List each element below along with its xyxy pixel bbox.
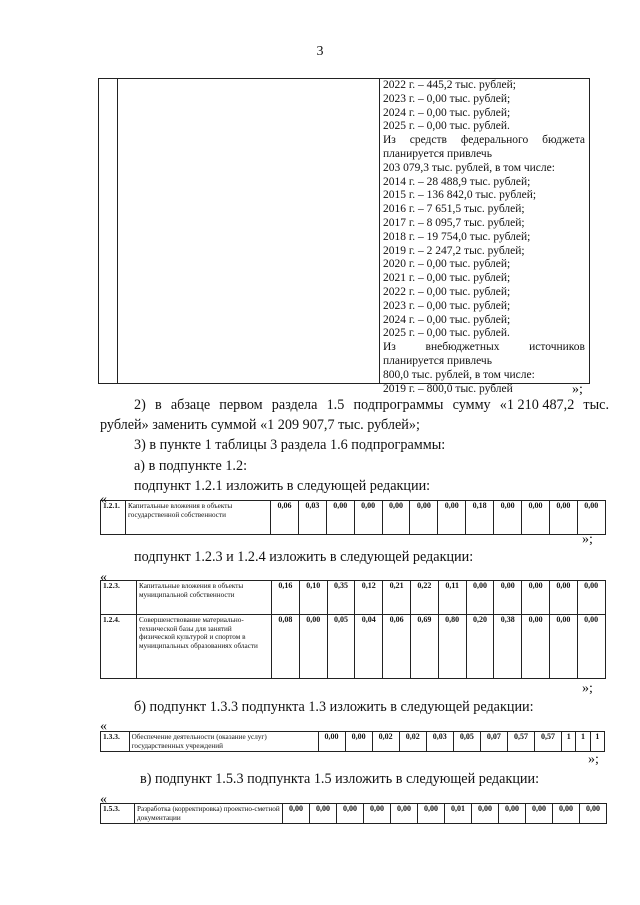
paragraph-a: а) в подпункте 1.2: — [134, 458, 248, 474]
table-row — [101, 804, 607, 824]
value-cell: 0,00 — [522, 501, 550, 535]
value-cell: 0,20 — [466, 615, 494, 679]
word: 2) — [134, 397, 146, 413]
value-cell: 0,06 — [383, 615, 411, 679]
funding-line: 2025 г. – 0,00 тыс. рублей. — [383, 327, 510, 340]
value-cell: 0,03 — [426, 732, 453, 752]
funding-line: 2017 г. – 8 095,7 тыс. рублей; — [383, 216, 525, 229]
value-cell: 0,00 — [522, 581, 550, 615]
close-quote: »; — [588, 752, 599, 767]
value-cell: 0,07 — [480, 732, 507, 752]
row-code: 1.2.1. — [101, 501, 126, 535]
open-quote: « — [100, 719, 107, 734]
value-cell: 0,04 — [355, 615, 383, 679]
funding-table-col-text — [380, 79, 589, 395]
value-cell: 0,00 — [526, 804, 553, 824]
funding-line: 2014 г. – 28 488,9 тыс. рублей; — [383, 175, 531, 188]
value-cell: 0,00 — [549, 615, 577, 679]
value-cell: 0,00 — [577, 581, 605, 615]
value-cell: 1 — [590, 732, 604, 752]
value-cell: 0,35 — [327, 581, 355, 615]
row-code: 1.3.3. — [101, 732, 130, 752]
value-cell: 0,00 — [577, 615, 605, 679]
row-name: Разработка (корректировка) проектно-сметной документации — [135, 804, 283, 824]
funding-line: 2016 г. – 7 651,5 тыс. рублей; — [383, 203, 525, 216]
value-cell: 0,05 — [327, 615, 355, 679]
word: сумму — [452, 397, 491, 413]
value-cell: 0,05 — [453, 732, 480, 752]
table-133 — [100, 731, 605, 752]
value-cell: 0,00 — [522, 615, 550, 679]
word: подпрограммы — [353, 397, 444, 413]
funding-line: 800,0 тыс. рублей, в том числе: — [383, 368, 535, 381]
funding-line: 2023 г. – 0,00 тыс. рублей; — [383, 92, 511, 105]
value-cell: 0,01 — [445, 804, 472, 824]
funding-line: 2020 г. – 0,00 тыс. рублей; — [383, 258, 511, 271]
value-cell: 0,18 — [466, 501, 494, 535]
value-cell: 0,00 — [499, 804, 526, 824]
funding-line: 2015 г. – 136 842,0 тыс. рублей; — [383, 189, 537, 202]
funding-line: 2019 г. – 2 247,2 тыс. рублей; — [383, 244, 525, 257]
value-cell: 1 — [576, 732, 590, 752]
value-cell: 0,16 — [272, 581, 300, 615]
funding-line: 2018 г. – 19 754,0 тыс. рублей; — [383, 230, 531, 243]
paragraph-123: подпункт 1.2.3 и 1.2.4 изложить в следующей редакции: — [134, 549, 474, 565]
value-cell: 0,00 — [299, 615, 327, 679]
value-cell: 0,00 — [549, 501, 577, 535]
funding-line: 2023 г. – 0,00 тыс. рублей; — [383, 299, 511, 312]
open-quote: « — [100, 570, 107, 585]
paragraph-b: б) подпункт 1.3.3 подпункта 1.3 изложить в следующей редакции: — [134, 699, 534, 715]
value-cell: 0,00 — [283, 804, 310, 824]
funding-line: 2022 г. – 445,2 тыс. рублей; — [383, 79, 516, 91]
value-cell: 0,12 — [355, 581, 383, 615]
open-quote: « — [100, 792, 107, 807]
paragraph-2-line-2: рублей» заменить суммой «1 209 907,7 тыс. рублей»; — [100, 417, 420, 433]
table-row — [101, 501, 606, 535]
table-row — [101, 581, 606, 615]
word: первом — [219, 397, 263, 413]
close-quote: »; — [572, 382, 583, 397]
word: тыс. — [583, 397, 609, 413]
value-cell: 0,00 — [326, 501, 354, 535]
value-cell: 0,02 — [372, 732, 399, 752]
open-quote: « — [100, 492, 107, 507]
value-cell: 0,03 — [298, 501, 326, 535]
funding-line: 2024 г. – 0,00 тыс. рублей; — [383, 106, 511, 119]
value-cell: 0,00 — [354, 501, 382, 535]
row-name: Совершенствование материально-технической базы для занятий физической культурой и спортом в муниципальных образованиях области — [137, 615, 272, 679]
value-cell: 0,80 — [438, 615, 466, 679]
value-cell: 0,00 — [391, 804, 418, 824]
value-cell: 0,00 — [580, 804, 607, 824]
value-cell: 0,00 — [418, 804, 445, 824]
value-cell: 0,00 — [494, 581, 522, 615]
funding-line: Из средств федерального бюджета планируется привлечь — [383, 134, 585, 160]
value-cell: 0,00 — [364, 804, 391, 824]
value-cell: 0,22 — [410, 581, 438, 615]
row-code: 1.5.3. — [101, 804, 135, 824]
value-cell: 0,69 — [410, 615, 438, 679]
row-name: Обеспечение деятельности (оказание услуг) государственных учреждений — [129, 732, 318, 752]
row-name: Капитальные вложения в объекты муниципальной собственности — [137, 581, 272, 615]
paragraph-121: подпункт 1.2.1 изложить в следующей редакции: — [134, 478, 431, 494]
funding-line: 2019 г. – 800,0 тыс. рублей — [383, 382, 513, 395]
word: «1 210 487,2 — [499, 397, 575, 413]
value-cell: 0,10 — [299, 581, 327, 615]
value-cell: 0,00 — [472, 804, 499, 824]
paragraph-v: в) подпункт 1.5.3 подпункта 1.5 изложить в следующей редакции: — [140, 771, 540, 787]
word: в — [154, 397, 162, 413]
value-cell: 0,57 — [507, 732, 534, 752]
funding-table-col-number — [99, 79, 118, 383]
funding-line: 203 079,3 тыс. рублей, в том числе: — [383, 161, 555, 174]
word: 1.5 — [326, 397, 345, 413]
value-cell: 0,00 — [494, 501, 522, 535]
value-cell: 0,57 — [535, 732, 562, 752]
close-quote: »; — [582, 532, 593, 547]
value-cell: 0,02 — [399, 732, 426, 752]
funding-line: Из внебюджетных источников планируется привлечь — [383, 341, 585, 367]
funding-line: 2021 г. – 0,00 тыс. рублей; — [383, 272, 511, 285]
value-cell: 0,21 — [383, 581, 411, 615]
close-quote: »; — [582, 681, 593, 696]
table-row — [101, 615, 606, 679]
funding-table — [98, 78, 590, 395]
value-cell: 0,00 — [553, 804, 580, 824]
row-code: 1.2.4. — [101, 615, 137, 679]
value-cell: 0,00 — [466, 581, 494, 615]
funding-table-col-label — [117, 79, 380, 383]
table-153 — [100, 803, 607, 824]
value-cell: 0,38 — [494, 615, 522, 679]
funding-line: 2025 г. – 0,00 тыс. рублей. — [383, 120, 510, 133]
value-cell: 0,00 — [345, 732, 372, 752]
table-row — [101, 732, 605, 752]
paragraph-2-line-1 — [134, 397, 609, 414]
value-cell: 0,00 — [438, 501, 466, 535]
value-cell: 1 — [562, 732, 576, 752]
value-cell: 0,11 — [438, 581, 466, 615]
row-code: 1.2.3. — [101, 581, 137, 615]
value-cell: 0,00 — [337, 804, 364, 824]
value-cell: 0,00 — [318, 732, 345, 752]
value-cell: 0,00 — [310, 804, 337, 824]
value-cell: 0,00 — [577, 501, 605, 535]
table-121 — [100, 500, 606, 535]
page-number: 3 — [316, 44, 324, 59]
value-cell: 0,00 — [382, 501, 410, 535]
word: абзаце — [170, 397, 211, 413]
funding-line: 2022 г. – 0,00 тыс. рублей; — [383, 285, 511, 298]
value-cell: 0,00 — [549, 581, 577, 615]
value-cell: 0,06 — [271, 501, 299, 535]
funding-line: 2024 г. – 0,00 тыс. рублей; — [383, 313, 511, 326]
table-123 — [100, 580, 606, 679]
paragraph-3: 3) в пункте 1 таблицы 3 раздела 1.6 подпрограммы: — [134, 437, 446, 453]
value-cell: 0,08 — [272, 615, 300, 679]
row-name: Капитальные вложения в объекты государственной собственности — [126, 501, 271, 535]
word: раздела — [271, 397, 318, 413]
value-cell: 0,00 — [410, 501, 438, 535]
